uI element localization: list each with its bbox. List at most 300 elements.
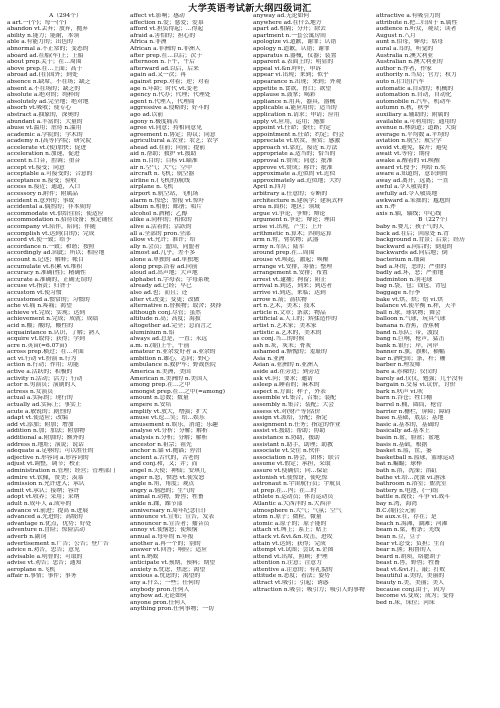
vocab-entry: aboard ad.在船(车)上；上船	[7, 52, 84, 59]
vocab-entry: arrival n.到达，到来；到达者	[253, 283, 333, 290]
vocab-entry: accuracy n.准确(性)；精确性	[7, 270, 86, 277]
vocab-entry: bar n.酒吧间；条，杆；栅	[376, 355, 446, 362]
vocab-entry: also ad.也；而且；还	[130, 289, 188, 296]
vocab-entry: bargain n.交易 vi.议价，讨价	[376, 382, 456, 389]
vocab-entry: ambulance n.救护车；野战医院	[130, 362, 216, 369]
vocab-entry: arrow n.箭；箭状物	[253, 296, 307, 303]
vocab-entry: assign vt.派给，分配；指定	[253, 415, 328, 422]
vocab-entry: apply vt.应用，运用；施加	[253, 118, 325, 125]
vocab-entry: appetite n.食欲，胃口；欲望	[253, 85, 332, 92]
vocab-entry: ambition n.雄心，志向；野心	[130, 355, 210, 362]
vocab-entry: beard n.胡须，络腮胡子	[376, 553, 442, 560]
vocab-entry: avenue n.林荫道；道路；大街	[376, 125, 457, 132]
vocab-entry: balance vt.使平衡 n.秤，天平	[376, 303, 457, 310]
vocab-entry: actual a.实际的；现行的	[7, 395, 73, 402]
vocab-entry: basket n.篮，筐，篓	[376, 448, 432, 455]
vocab-entry: alcohol n.酒精；乙醇	[130, 210, 188, 217]
vocab-entry: apparent a.表面上的；明显的	[253, 59, 334, 66]
vocab-entry: back ad.在后；回原处 n.背	[376, 230, 449, 237]
vocab-entry: appreciate vt.欣赏，鉴赏；感激	[253, 138, 341, 145]
vocab-entry: advise vt.劝告；忠告；通知	[7, 560, 82, 567]
vocab-entry: amount n.总数；数量	[130, 395, 189, 402]
vocab-entry: and conj.和，又；并；而	[130, 461, 198, 468]
vocab-entry: association n.协会，团体；联合	[253, 454, 340, 461]
vocab-entry: addition n.加；加法；附加物	[7, 428, 85, 435]
vocab-entry: barrel n.桶，圆筒，枪管	[376, 402, 442, 409]
vocab-entry: alarm n.惊恐；警报 vt.惊吓	[130, 197, 205, 204]
vocab-entry: along prep.沿着 ad.向前	[130, 263, 198, 270]
vocab-entry: attraction n.吸引；吸引力；吸引人的事物	[253, 586, 365, 593]
vocab-entry: appointment n.任命；约定；约会	[253, 131, 345, 138]
vocab-entry: a art.一(个)；每一(个)	[7, 19, 67, 26]
vocab-entry: barn n.谷仓；牲口棚	[376, 395, 432, 402]
vocab-entry: beach n.海滩，湖滩；河滩	[376, 520, 448, 527]
vocab-entry: act vi.行动 vt.扮演 n.行为	[7, 355, 77, 362]
vocab-entry: Australian n.澳大利亚的	[376, 59, 443, 66]
vocab-entry: among prep.在…之中	[130, 382, 191, 389]
vocab-entry: appliance n.用具，器具，器械	[253, 98, 336, 105]
vocab-entry: afternoon n.下午，午后	[130, 59, 195, 66]
vocab-entry: arise vi.出现，产生；上升	[253, 224, 323, 230]
vocab-entry: angel n.天使；神仙；安琪儿	[130, 467, 206, 474]
vocab-entry: affair n.事情；事件；事务	[7, 573, 77, 580]
vocab-entry: aggressive a.侵略的；好斗的	[130, 105, 210, 112]
vocab-entry: acceleration n.加速，促进	[7, 151, 80, 158]
vocab-entry: adjective n.形容词 a.形容词的	[7, 454, 89, 461]
vocab-entry: anticipate vt.预期，预料；期望	[130, 560, 216, 567]
vocab-entry: basin n.盆，脸盆；盆地	[376, 435, 440, 441]
vocab-entry: angle n.角，角度；观点	[130, 481, 195, 488]
vocab-entry: bathe vt.给…洗澡 vi.游泳	[376, 474, 446, 481]
vocab-entry: balloon n.气球，玩具气球	[376, 316, 446, 323]
vocab-entry: a.m. n.(缩)上午，午前	[130, 342, 190, 349]
vocab-entry: asleep a.睡着的；麻木的	[253, 382, 320, 389]
vocab-entry: any a.什么；一些；任何的	[130, 580, 200, 587]
vocab-entry: ball n.球，球状物；舞会	[376, 309, 441, 316]
vocab-entry: battle n.战役；斗争 vi.战斗	[376, 494, 450, 501]
vocab-entry: automatic a.自动的；机械的	[376, 85, 454, 92]
vocab-entry: beam n.梁，桁条；光线	[376, 527, 441, 534]
vocab-entry: autumn n.秋，秋季	[376, 105, 430, 112]
vocab-entry: admit vt.承认；接纳；容许	[7, 487, 80, 494]
vocab-entry: accustom vt.使习惯	[7, 289, 62, 296]
vocab-entry: article n.文章；条款；物品	[253, 309, 326, 316]
vocab-entry: associate vt.交往 n.伙伴	[253, 448, 321, 455]
vocab-entry: actor n.男演员；演剧的人	[7, 382, 77, 389]
vocab-entry: badminton n.羽毛球	[376, 276, 433, 283]
vocab-entry: astronaut n.宇宙航行员；宇航员	[253, 481, 341, 488]
vocab-entry: all a.全部的 pron.全部	[130, 230, 191, 237]
vocab-entry: bark n.吠声 vi.吠	[376, 388, 424, 395]
vocab-entry: acid n.酸；酸的，酸性的	[7, 322, 74, 329]
vocab-entry: affection n.爱；慈爱；爱慕	[130, 19, 204, 26]
vocab-entry: ant n.蚂蚁	[130, 553, 159, 560]
vocab-entry: activity n.活动；活力；行动	[7, 375, 83, 382]
vocab-entry: attribute n.把…归因于 n.属性	[376, 19, 458, 26]
vocab-entry: atom n.原子；微粒，微量	[253, 514, 322, 521]
vocab-entry: assemble vt.集合，召集；装配	[253, 395, 336, 402]
vocab-entry: agony n.极度痛苦	[130, 118, 179, 125]
vocab-entry: anybody pron.任何人	[130, 586, 190, 593]
vocab-entry: advertisement n.广告；公告；登广告	[7, 540, 109, 547]
vocab-entry: become vi.变成；成为；变得	[376, 593, 454, 600]
vocab-entry: attend vt.出席，照顾；护理	[253, 553, 328, 560]
vocab-entry: ampere n.安培	[130, 402, 172, 409]
vocab-entry: as conj.当…的时候	[253, 336, 305, 343]
vocab-entry: apparatus n.器械，仪器；装置	[253, 52, 337, 59]
vocab-entry: ache vi.痛 n.疼痛；渴望	[7, 303, 72, 310]
vocab-entry: alike a.同样的；相似的	[130, 217, 192, 224]
vocab-entry: banana n.香蕉，香蕉树	[376, 322, 440, 329]
vocab-entry: axis n.轴，轴线；中心线	[376, 210, 442, 217]
vocab-entry: amongst prep.在…之中(=among)	[130, 388, 225, 395]
vocab-entry: bake vt.烘，烘；焙 vi.烘	[376, 296, 443, 303]
vocab-entry: accept vt.接受；同意	[7, 164, 65, 171]
vocab-entry: advance vi.前进；提高 n.进展	[7, 507, 89, 514]
vocab-entry: accomplish vt.达到(目的)；完成	[7, 230, 95, 237]
vocab-entry: bathroom n.浴室；盥洗室	[376, 481, 447, 488]
vocab-entry: athlete n.运动员；体育运动员	[253, 494, 334, 501]
vocab-entry: awfully ad.令人敬畏地	[376, 191, 438, 198]
vocab-entry: automation n.自动，自动化	[376, 92, 452, 99]
vocab-entry: apology n.道歉，认错；谢罪	[253, 45, 330, 52]
vocab-entry: accident n.意外的；事故	[7, 197, 75, 204]
vocab-entry: argument n.争论；辩论；理由	[253, 217, 336, 224]
vocab-entry: abstract a.抽象的，深奥的	[7, 111, 79, 118]
vocab-entry: above prep.在…上面；高于	[7, 65, 83, 72]
vocab-entry: already ad.已经；早已	[130, 283, 192, 290]
vocab-entry: assess vt.对(财产等)估价	[253, 408, 321, 415]
vocab-entry: accordance n.一致；和谐；按照	[7, 243, 95, 250]
vocab-entry: Atlantic a.大西洋的 n.大西洋	[253, 500, 332, 507]
vocab-entry: aunt n.伯母，婶母；姑母	[376, 39, 444, 46]
vocab-entry: basketball n.篮球，篮球运动	[376, 454, 455, 461]
vocab-entry: annual a.每年的 n.年报	[130, 533, 194, 540]
vocab-entry: attack vt.&vi.&n.攻击，进攻	[253, 533, 333, 540]
vocab-entry: arrangement n.安排；布置	[253, 270, 328, 277]
vocab-entry: atmosphere n.大气；气氛；空气	[253, 507, 342, 514]
vocab-entry: aid n.帮助；救护 vt.援助	[130, 151, 197, 158]
vocab-entry: artistic a.艺术的，美术的	[253, 329, 322, 336]
vocab-entry: air n.空气；大气；空中	[130, 164, 192, 171]
vocab-entry: acceptance n.接受；验收	[7, 177, 77, 184]
vocab-entry: agreement n.协定；协议；同意	[130, 131, 216, 138]
vocab-entry: assignment n.任务；指定的作业	[253, 421, 341, 428]
vocab-entry: army n.军队；陆军	[253, 243, 305, 250]
vocab-entry: bare a.赤裸的；仅仅的	[376, 369, 438, 376]
vocab-entry: ability n.能力；能耐，本领	[7, 32, 80, 39]
vocab-entry: appropriate a.适当的；恰当的	[253, 151, 336, 158]
vocab-entry: auxiliary a.辅助的；附属的	[376, 111, 450, 118]
vocab-entry: background n.背景；后景；经历	[376, 237, 465, 244]
vocab-entry: afraid a.害怕的；担心的	[130, 32, 196, 39]
vocab-entry: announcer n.宣告者；播音员	[130, 520, 210, 527]
vocab-entry: baggage n.行李	[376, 289, 421, 296]
vocab-entry: after prep.在…以后；次于	[130, 52, 203, 59]
vocab-entry: always ad.总是，一直；永远	[130, 336, 208, 343]
vocab-entry: backward a.向后的；倒退的	[376, 243, 453, 250]
vocab-entry: artist n.艺术家；美术家	[253, 322, 317, 329]
vocab-entry: American n.美洲的 n.美国人	[130, 375, 208, 382]
vocab-entry: auto n.(口语)汽车	[376, 78, 425, 85]
vocab-entry: attention n.注意；注意力	[253, 560, 322, 567]
vocab-entry: beauty n.美，美丽；美人	[376, 580, 444, 587]
vocab-entry: annoy vt.使恼怒；使烦恼	[130, 527, 198, 534]
vocab-entry: amuse vt.逗…笑；给…娱乐	[130, 415, 205, 422]
vocab-entry: authority n.当局；官方；权力	[376, 72, 457, 79]
vocab-entry: basically ad.基本上	[376, 428, 430, 435]
page-title: 大学英语考试新大纲四级词汇	[188, 4, 312, 14]
vocab-entry: argue vi.争论，争辩；辩论	[253, 210, 326, 217]
vocab-entry: application n.请求；申请；应用	[253, 111, 340, 118]
vocab-entry: beat vt.&vi.打，敲；打败	[376, 566, 446, 573]
vocab-entry: basis n.基础，根据	[376, 441, 428, 448]
vocab-entry: bath n.浴，洗澡；浴缸	[376, 467, 438, 474]
vocab-entry: arrest vt.逮捕；拘留；阻止	[253, 276, 327, 283]
vocab-column-3	[253, 13, 370, 706]
section-heading: A（294个）	[49, 13, 82, 19]
vocab-entry: average n.平均数 a.平均的	[376, 131, 449, 138]
vocab-entry: accompany vt.陪伴，陪同；伴随	[7, 224, 96, 230]
vocab-entry: bat n.蝙蝠；球棒	[376, 461, 422, 468]
vocab-entry: America n.美洲，美国	[130, 369, 191, 376]
vocab-entry: alternative n.替换物；取舍；抉择	[130, 303, 222, 310]
vocab-entry: age n.年龄；时代 vt.变老	[130, 85, 198, 92]
vocab-entry: assistant n.助手，助理；助教	[253, 441, 333, 448]
vocab-entry: agency n.代办；代理；代理处	[130, 92, 211, 99]
vocab-entry: accommodation n.招待设备；预定铺位	[7, 217, 114, 224]
vocab-entry: await vt.等待；期待	[376, 151, 431, 158]
vocab-entry: awful a.令人敬畏的	[376, 184, 429, 191]
vocab-entry: attentive a.注意的；有礼貌的	[253, 566, 333, 573]
vocab-entry: bear vt.忍受；负担；生育	[376, 540, 446, 547]
section-heading: B（227个）	[418, 217, 451, 224]
vocab-entry: adopt vt.收养；采用；采纳	[7, 494, 80, 501]
vocab-entry: at prep.在…内；在…时	[253, 487, 317, 494]
vocab-entry: bang n.巨响，枪声，猛击	[376, 336, 445, 343]
vocab-entry: airline n.(飞机的)航线	[130, 177, 190, 184]
vocab-entry: approximately ad.近似地；大约	[253, 177, 341, 184]
vocab-entry: acceptable a.可接受的；合意的	[7, 171, 93, 178]
vocab-entry: available a.可利用的；通用的	[376, 118, 456, 125]
vocab-entry: bear n.熊；粗鲁的人	[376, 547, 432, 554]
vocab-entry: base n.基础，底层；基地	[376, 415, 444, 422]
vocab-entry: attract vt.吸引；引起；诱惑	[253, 580, 329, 587]
vocab-entry: administration n.管理；经营；管理部门	[7, 467, 116, 474]
vocab-entry: airport n.航空站，飞机场	[130, 191, 199, 198]
vocab-entry: attain vt.达到；获得；完成	[253, 540, 326, 547]
vocab-entry: assist vt.援助；帮助；协助	[253, 428, 326, 435]
vocab-entry: automobile n.汽车，机动车	[376, 98, 452, 105]
vocab-entry: approach vi.靠近，接近 n.方法	[253, 144, 338, 151]
vocab-entry: bed n.床，床位；河床	[376, 599, 435, 606]
vocab-column-4	[376, 13, 493, 706]
vocab-entry: ally n.会员；盟国，同盟者	[130, 243, 201, 250]
vocab-entry: bacterium n.细菌	[376, 256, 426, 263]
vocab-entry: apologize vi.道歉，谢罪；认错	[253, 39, 337, 46]
vocab-entry: agricultural a.农业；农艺；农学	[130, 138, 219, 145]
vocab-entry: anchor n.锚 vi.抛锚；停泊	[130, 448, 202, 455]
vocab-entry: academy n.(高等)学院；研究院	[7, 138, 92, 145]
vocab-entry: album n.相册；邮册；唱片	[130, 204, 203, 211]
vocab-entry: about prep.关于；在…周围	[7, 59, 82, 66]
vocab-entry: affect vt.影响；感动	[130, 13, 185, 19]
vocab-entry: appear vi.出现；来到；似乎	[253, 72, 329, 79]
vocab-entry: aim n.目的；目标 vi.瞄准	[130, 158, 198, 165]
vocab-entry: amusement n.娱乐，消遣；乐趣	[130, 421, 218, 428]
vocab-entry: accuse vt.指责；归咎于	[7, 283, 72, 290]
vocab-entry: analysis n.分析；分解；解析	[130, 435, 208, 441]
vocab-entry: band n.乐队；带，波段	[376, 329, 439, 336]
vocab-entry: aside ad.在旁边；到旁边	[253, 369, 320, 376]
vocab-entry: acute a.敏锐的；剧烈的	[7, 408, 71, 415]
vocab-entry: adjust vt.调整，调节；校正	[7, 461, 81, 468]
vocab-entry: author n.作者，作家	[376, 65, 432, 72]
vocab-entry: anyone pron.任何人	[130, 599, 186, 606]
vocab-entry: absent a.不在场的；缺乏的	[7, 85, 81, 92]
vocab-entry: actually ad.实际上；事实上	[7, 402, 82, 409]
vocab-entry: ago ad.以前	[130, 111, 164, 118]
vocab-entry: absolute a.绝对的；纯粹的	[7, 92, 80, 99]
vocab-entry: anniversary n.周年纪念(日)	[130, 507, 206, 514]
vocab-entry: admission n.允许进入；承认	[7, 481, 85, 488]
vocab-entry: achieve vt.完成；实现；达到	[7, 309, 86, 316]
vocab-entry: advisable a.明智的；可取的	[7, 553, 83, 560]
vocab-entry: amateur n.业余爱好者 a.业余的	[130, 349, 216, 356]
vocab-entry: assume vt.假定；承担，采取	[253, 461, 331, 468]
vocab-entry: absence n.缺席，不在场；缺乏	[7, 78, 91, 85]
vocab-entry: alone a.单独的 ad.单独地	[130, 256, 199, 263]
vocab-entry: alive a.活着的；活跃的	[130, 224, 192, 230]
vocab-entry: aloud ad.出声地；大声地	[130, 270, 198, 277]
vocab-entry: aspect n.方面；样子，外表	[253, 388, 326, 395]
vocab-entry: adventure n.冒险；惊险活动	[7, 527, 85, 534]
vocab-entry: away ad.离开，远离；一直	[376, 177, 449, 184]
vocab-entry: advice n.劝告，忠告；意见	[7, 547, 80, 554]
vocab-entry: adult n.成年人 a.成年的	[7, 500, 72, 507]
vocab-entry: applicable a.能应用的；适当的	[253, 105, 337, 112]
vocab-entry: attempt vt.试图；尝试 n.企图	[253, 547, 334, 554]
vocab-entry: baby n.婴儿；孩子气的人	[376, 224, 444, 230]
vocab-entry: ask vt.问；要求；邀请	[253, 375, 313, 382]
vocab-entry: accelerate vt.(使)加快；促进	[7, 144, 87, 151]
vocab-entry: ahead ad.在前；向前；提前	[130, 144, 206, 151]
vocab-entry: ancient a.古代的，古老的	[130, 454, 200, 461]
vocab-entry: abundant a.丰富的；大量的	[7, 118, 83, 125]
vocab-entry: aircraft n.飞机；航空器	[130, 171, 195, 178]
vocab-entry: although conj.尽管；虽然	[130, 309, 201, 316]
vocab-entry: adapt vt.使适应；改编	[7, 415, 68, 422]
vocab-entry: achievement n.完成；成就；成绩	[7, 316, 99, 323]
vocab-entry: agent n.代理人，代理商	[130, 98, 195, 105]
vocab-entry: anxiety n.忧虑，焦虑；渴望	[130, 566, 206, 573]
vocab-entry: attach vt.缚上；系上；贴上	[253, 527, 328, 534]
vocab-entry: architecture n.建筑学；建筑式样	[253, 197, 344, 204]
vocab-entry: African a.非洲的 n.非洲人	[130, 45, 201, 52]
vocab-entry: arouse vt.唤起，激起；唤醒	[253, 256, 329, 263]
vocab-entry: assistance n.协助，援助	[253, 435, 320, 441]
vocab-entry: accommodate vt.供给住宿；使适应	[7, 210, 104, 217]
vocab-entry: adequate a.足够的；可以胜任的	[7, 448, 94, 455]
vocab-entry: additional a.附加的；额外的	[7, 435, 85, 441]
vocab-entry: anger n.怒，愤怒 vt.使发怒	[130, 474, 205, 481]
vocab-entry: alter vt.改变；变更；改做	[130, 296, 200, 303]
vocab-entry: be aux.v.在，存在；是	[376, 514, 437, 521]
vocab-entry: aware a.知道的，意识到的	[376, 171, 448, 178]
vocab-entry: aluminium n.铝	[130, 329, 175, 336]
vocab-entry: account n.记述；解释；帐目	[7, 256, 85, 263]
vocab-entry: advantage n.优点，优势；好处	[7, 520, 92, 527]
vocab-entry: bag n.袋，包；钱包，背包	[376, 283, 447, 290]
vocab-entry: angry a.恼怒的；生气的	[130, 487, 195, 494]
vocab-entry: basic a.基本的，基础的	[376, 421, 439, 428]
vocab-entry: appearance n.出现；来到；外观	[253, 78, 342, 85]
vocab-entry: appoint vt.任命；委任；约定	[253, 125, 331, 132]
vocab-entry: altogether ad.完全；总而言之	[130, 322, 212, 329]
vocab-entry: abandon vt.丢弃；放弃，抛弃	[7, 26, 88, 33]
vocab-entry: allow vt.允许；准许；给	[130, 237, 196, 244]
vocab-entry: admire vt.钦佩，赞美；羡慕	[7, 474, 84, 481]
vocab-entry: anyhow ad.无论如何	[130, 593, 187, 600]
vocab-entry: access n.接近；通道，入口	[7, 184, 81, 191]
vocab-entry: absolutely ad.完全地；绝对地	[7, 98, 89, 105]
vocab-entry: abuse vt.滥用；虐待 n.滥用	[7, 125, 82, 132]
vocab-entry: agree vi.同意；持相同意见	[130, 125, 202, 132]
vocab-entry: astonish vt.使惊讶，使吃惊	[253, 474, 328, 481]
vocab-entry: accurate a.准确的，正确无误的	[7, 276, 92, 283]
vocab-entry: alphabet n.字母表；字母系统	[130, 276, 210, 283]
vocab-entry: barrier n.栅栏，屏障；障碍	[376, 408, 451, 415]
vocab-entry: banner n.旗，旗帜，横幅	[376, 349, 445, 356]
vocab-entry: avoid vt.避免，躲开；避免	[376, 144, 448, 151]
vocab-entry: bad a.坏的，恶的；严重的	[376, 263, 447, 270]
vocab-entry: anything pron.任何事物；一切	[130, 606, 214, 613]
vocab-entry: apart ad.相隔；分开；除去	[253, 26, 326, 33]
vocab-entry: award vt.授予；判给 n.奖	[376, 164, 446, 171]
vocab-entry: attractive a.有吸引力的	[376, 13, 441, 19]
vocab-entry: acre n.英亩(=6.07亩)	[7, 342, 68, 349]
vocab-entry: abroad ad.(在)国外；到处	[7, 72, 78, 79]
vocab-entry: barber n.理发师	[376, 362, 421, 369]
vocab-entry: acquire vt.取得；获得；学到	[7, 336, 85, 343]
vocab-entry: approval n.赞成；同意；批准	[253, 158, 333, 165]
vocab-entry: across prep.横过；在…对面	[7, 349, 84, 356]
vocab-entry: Asia n.亚洲	[253, 355, 285, 362]
vocab-entry: backwards ad.向后地；倒	[376, 250, 448, 257]
vocab-entry: ax n.斧	[376, 204, 396, 211]
vocab-entry: altitude n.高；高度；海拔	[130, 316, 201, 323]
vocab-entry: awkward a.笨拙的；尴尬的	[376, 197, 451, 204]
vocab-entry: audience n.听众，观众；读者	[376, 26, 457, 33]
vocab-entry: analyse vt.分析；分解；解析	[130, 428, 208, 435]
vocab-entry: aural a.耳的，听觉的	[376, 45, 434, 52]
vocab-entry: afterward ad.以后，后来	[130, 65, 199, 72]
vocab-entry: actress n.女演员	[7, 388, 53, 395]
vocab-entry: beautiful a.美的，美丽的	[376, 573, 445, 580]
vocab-entry: accordingly ad.因此；所以；相应地	[7, 250, 105, 257]
vocab-entry: August n.八月	[376, 32, 416, 39]
vocab-entry: awake a.醒着的 vi.唤醒	[376, 158, 440, 165]
vocab-entry: bay n.湾，海湾	[376, 500, 418, 507]
vocab-entry: action n.行动；作用；功能	[7, 362, 79, 369]
vocab-entry: ankle n.踝，踝节部	[130, 500, 183, 507]
vocab-entry: accidental a.偶然的；非本质的	[7, 204, 91, 211]
vocab-entry: ashamed a.惭愧的；羞耻的	[253, 349, 327, 356]
vocab-entry: airplane n.飞机	[130, 184, 174, 191]
vocab-entry: barely ad.仅仅，勉强；几乎没有	[376, 375, 464, 382]
vocab-entry: appeal vi.&n.呼吁，申诉	[253, 65, 322, 72]
vocab-entry: adverb n.副词	[7, 533, 47, 540]
